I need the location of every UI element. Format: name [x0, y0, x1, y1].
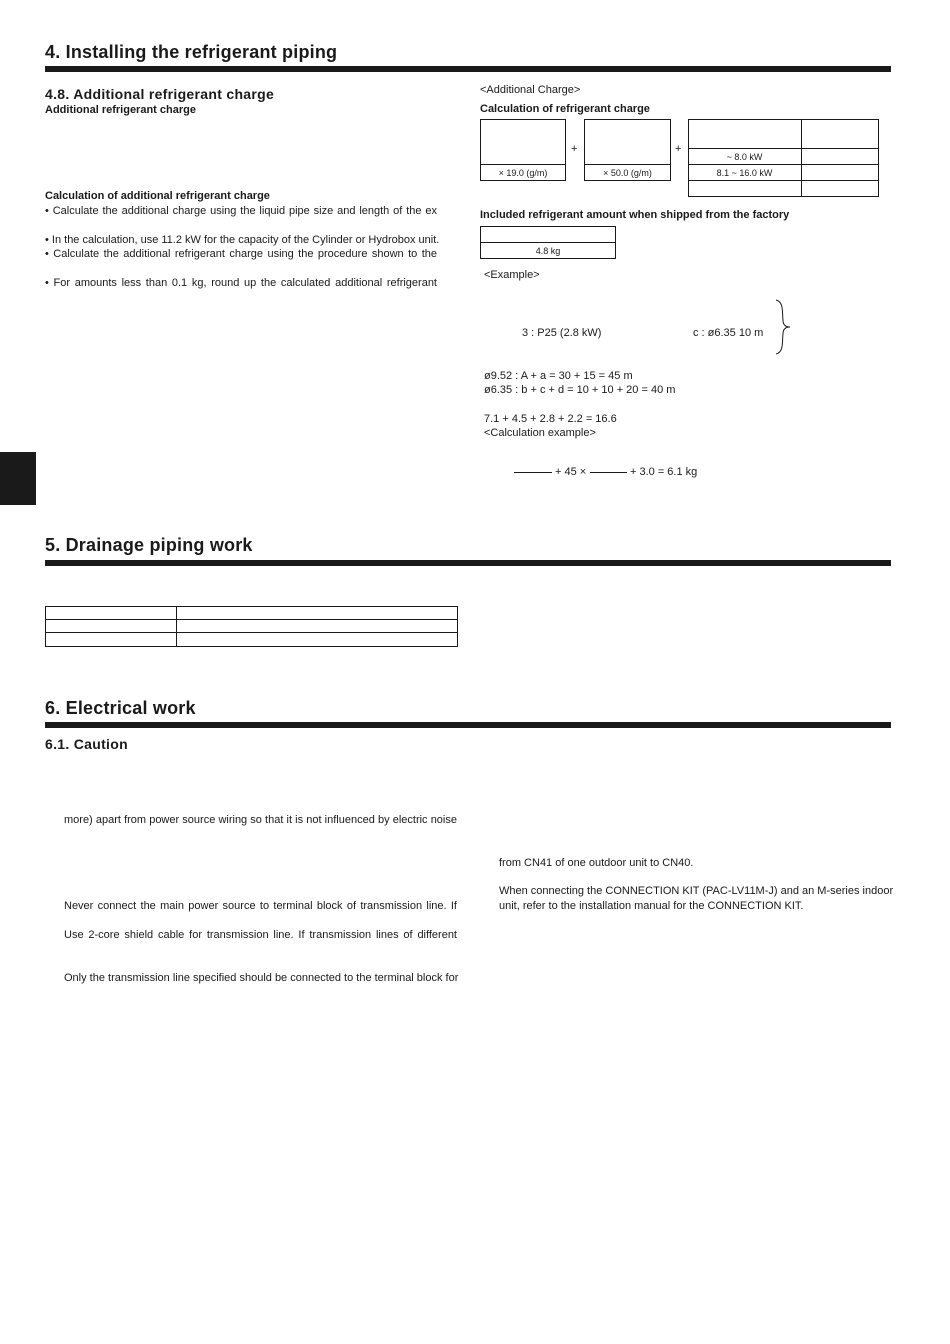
calc-example-label: <Calculation example> [484, 427, 596, 439]
drainage-table [45, 606, 458, 647]
caution-right-line-3: unit, refer to the installation manual for the CONNECTION KIT. [499, 900, 804, 912]
bullet-4: • For amounts less than 0.1 kg, round up the calculated additional refrigerant [45, 277, 437, 289]
plus-sign-1: + [571, 143, 578, 155]
bullet-2: • In the calculation, use 11.2 kW for the capacity of the Cylinder or Hydrobox unit. [45, 234, 440, 246]
calc-mid: + 45 × [555, 466, 587, 478]
section4-rule [45, 66, 891, 72]
example-line-3: 7.1 + 4.5 + 2.8 + 2.2 = 16.6 [484, 413, 617, 425]
box2-value: × 50.0 (g/m) [603, 168, 652, 178]
caution-right-line-2: When connecting the CONNECTION KIT (PAC-LV11M-J) and an M-series indoor [499, 885, 894, 897]
section5-title: 5. Drainage piping work [45, 535, 253, 555]
calc-heading: Calculation of additional refrigerant charge [45, 190, 270, 202]
example-pipe: c : ø6.35 10 m [693, 327, 764, 339]
section4-8-title: 4.8. Additional refrigerant charge [45, 86, 275, 102]
caution-right-line-1: from CN41 of one outdoor unit to CN40. [499, 857, 694, 869]
capacity-row-1: ~ 8.0 kW [726, 152, 763, 162]
calc-end: + 3.0 = 6.1 kg [630, 466, 698, 478]
section4-title: 4. Installing the refrigerant piping [45, 42, 338, 62]
example-line-1: ø9.52 : A + a = 30 + 15 = 45 m [484, 370, 633, 382]
section6-title: 6. Electrical work [45, 698, 196, 718]
included-value: 4.8 kg [535, 246, 561, 256]
bullet-3: • Calculate the additional refrigerant charge using the procedure shown to the [45, 248, 437, 260]
example-label: <Example> [484, 269, 540, 281]
caution-line-4: Only the transmission line specified should be connected to the terminal block for [64, 972, 459, 984]
section5-rule [45, 560, 891, 566]
fraction-line-2 [590, 472, 627, 473]
section6-rule [45, 722, 891, 728]
caution-line-2: Never connect the main power source to terminal block of transmission line. If [64, 900, 457, 912]
example-line-2: ø6.35 : b + c + d = 10 + 10 + 20 = 40 m [484, 384, 676, 396]
additional-charge-label: Additional refrigerant charge [45, 104, 196, 116]
language-side-tab [0, 452, 36, 505]
additional-charge-tag: <Additional Charge> [480, 84, 581, 96]
plus-sign-2: + [675, 143, 682, 155]
capacity-row-2: 8.1 ~ 16.0 kW [716, 168, 773, 178]
box1-value: × 19.0 (g/m) [498, 168, 548, 178]
calc-charge-heading: Calculation of refrigerant charge [480, 103, 650, 115]
included-heading: Included refrigerant amount when shipped from the factory [480, 209, 790, 221]
fraction-line-1 [514, 472, 552, 473]
curly-brace-icon [774, 298, 794, 356]
caution-line-3: Use 2-core shield cable for transmission line. If transmission lines of different [64, 929, 457, 941]
caution-line-1: more) apart from power source wiring so that it is not influenced by electric noise [64, 814, 457, 826]
section6-1-title: 6.1. Caution [45, 736, 128, 752]
example-unit: 3 : P25 (2.8 kW) [522, 327, 602, 339]
bullet-1: • Calculate the additional charge using the liquid pipe size and length of the ex [45, 205, 437, 217]
